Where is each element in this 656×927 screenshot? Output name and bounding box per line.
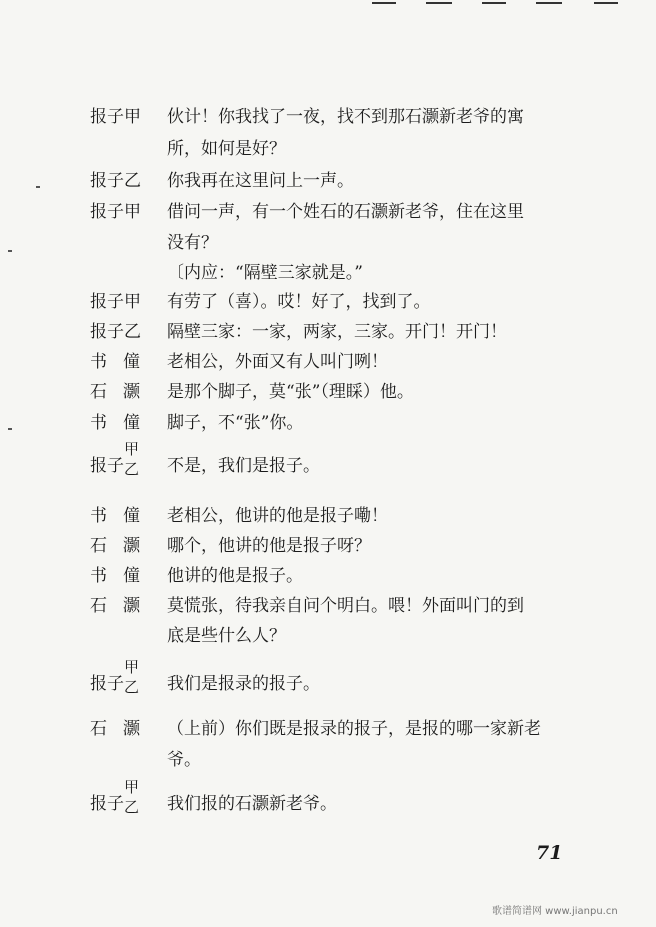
dialogue-text: 老相公，他讲的他是报子嘞！ [167,506,388,526]
dialogue-text: 底是些什么人？ [167,626,286,646]
speaker-label: 书僮 [90,413,156,433]
speaker-sup: 甲 [124,778,140,796]
dialogue-line [0,440,656,482]
dialogue-text: 你我再在这里问上一声。 [167,171,354,191]
dialogue-line [0,590,656,622]
top-edge-marks [0,0,656,8]
dialogue-line [0,165,656,197]
dialogue-text: 老相公，外面又有人叫门咧！ [167,352,388,372]
speaker-label-stacked [90,440,160,488]
dialogue-line [0,620,656,652]
dialogue-text: 他讲的他是报子。 [167,566,303,586]
dialogue-text: 借问一声，有一个姓石的石灏新老爷，住在这里 [167,202,524,222]
speaker-sub: 乙 [124,460,140,478]
speaker-label: 石灏 [90,596,156,616]
dialogue-text: 是那个脚子，莫“张”（理睬）他。 [167,382,414,402]
speaker-base: 报子 [90,456,124,476]
dialogue-text: 哪个，他讲的他是报子呀？ [167,536,371,556]
dialogue-line [0,560,656,592]
dialogue-text: 所，如何是好？ [167,139,286,159]
speaker-sub: 乙 [124,678,140,696]
dialogue-line [0,196,656,228]
speaker-label: 报子甲 [90,107,141,127]
speaker-label: 书僮 [90,506,156,526]
stage-direction-line [0,257,656,289]
watermark-text: 歌谱简谱网 www.jianpu.cn [492,906,618,917]
speaker-label: 书僮 [90,566,156,586]
dialogue-text: 伙计！你我找了一夜，找不到那石灏新老爷的寓 [167,107,524,127]
dialogue-line [0,407,656,439]
dialogue-line [0,500,656,532]
speaker-label-stacked [90,658,160,706]
dialogue-line [0,530,656,562]
dialogue-line [0,101,656,133]
speaker-label: 报子乙 [90,171,141,191]
speaker-base: 报子 [90,674,124,694]
dialogue-text: 没有？ [167,233,218,253]
dialogue-line [0,316,656,348]
speaker-label: 石灏 [90,719,156,739]
speaker-label: 石灏 [90,536,156,556]
dialogue-line [0,346,656,378]
page-number: 71 [536,842,563,864]
dialogue-text: 隔壁三家：一家，两家，三家。开门！开门！ [167,322,507,342]
speaker-label: 石灏 [90,382,156,402]
dialogue-line [0,778,656,820]
speaker-label: 书僮 [90,352,156,372]
stage-direction-text: 〔内应：“隔壁三家就是。” [167,263,363,283]
dialogue-line [0,744,656,776]
speaker-sub: 乙 [124,798,140,816]
dialogue-text: 不是，我们是报子。 [167,456,320,476]
dialogue-text: 我们报的石灏新老爷。 [167,794,337,814]
dialogue-text: 爷。 [167,750,201,770]
speaker-label-stacked [90,778,160,826]
dialogue-line [0,713,656,745]
dialogue-text: 莫慌张，待我亲自问个明白。喂！外面叫门的到 [167,596,524,616]
dialogue-text: （上前）你们既是报录的报子，是报的哪一家新老 [167,719,541,739]
dialogue-line [0,286,656,318]
speaker-label: 报子甲 [90,202,141,222]
speaker-label: 报子乙 [90,322,141,342]
dialogue-line [0,227,656,259]
dialogue-text: 我们是报录的报子。 [167,674,320,694]
speaker-label: 报子甲 [90,292,141,312]
speaker-sup: 甲 [124,658,140,676]
dialogue-line [0,133,656,165]
dialogue-line [0,376,656,408]
speaker-sup: 甲 [124,440,140,458]
dialogue-text: 脚子，不“张”你。 [167,413,304,433]
dialogue-text: 有劳了（喜）。哎！好了，找到了。 [167,292,431,312]
dialogue-line [0,658,656,700]
speaker-base: 报子 [90,794,124,814]
